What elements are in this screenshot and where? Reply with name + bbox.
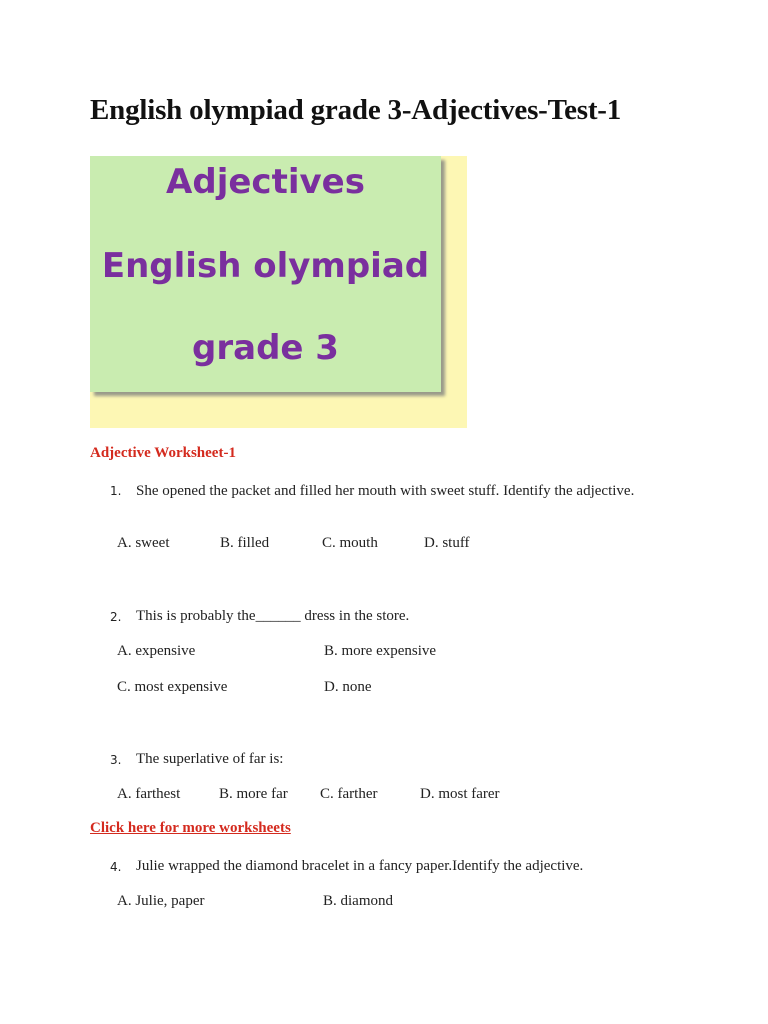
option-b[interactable]: B. diamond <box>323 893 393 909</box>
option-c[interactable]: C. mouth <box>322 535 378 551</box>
question-text: This is probably the______ dress in the store. <box>136 608 410 624</box>
option-c[interactable]: C. farther <box>320 786 378 802</box>
option-a[interactable]: A. expensive <box>117 643 196 659</box>
banner-line-2: English olympiad <box>101 246 430 286</box>
option-a[interactable]: A. sweet <box>117 535 170 551</box>
option-a[interactable]: A. farthest <box>117 786 181 802</box>
question-number: 2. <box>110 610 122 624</box>
banner-line-3: grade 3 <box>192 328 339 368</box>
more-worksheets-link[interactable]: Click here for more worksheets <box>90 820 291 836</box>
question-number: 4. <box>110 860 122 874</box>
option-b[interactable]: B. filled <box>220 535 270 551</box>
question-text: She opened the packet and filled her mouth with sweet stuff. Identify the adjective. <box>136 483 635 499</box>
option-b[interactable]: B. more expensive <box>324 643 437 659</box>
question-number: 3. <box>110 753 122 767</box>
option-b[interactable]: B. more far <box>219 786 288 802</box>
option-a[interactable]: A. Julie, paper <box>117 893 205 909</box>
option-d[interactable]: D. stuff <box>424 535 470 551</box>
banner-image <box>90 156 441 392</box>
option-c[interactable]: C. most expensive <box>117 679 228 695</box>
section-title: Adjective Worksheet-1 <box>90 445 236 461</box>
option-d[interactable]: D. most farer <box>420 786 500 802</box>
question-number: 1. <box>110 484 122 498</box>
option-d[interactable]: D. none <box>324 679 372 695</box>
banner-line-1: Adjectives <box>166 162 365 202</box>
page-title: English olympiad grade 3-Adjectives-Test-1 <box>90 94 622 126</box>
question-text: Julie wrapped the diamond bracelet in a fancy paper.Identify the adjective. <box>136 858 584 874</box>
question-text: The superlative of far is: <box>136 751 284 767</box>
